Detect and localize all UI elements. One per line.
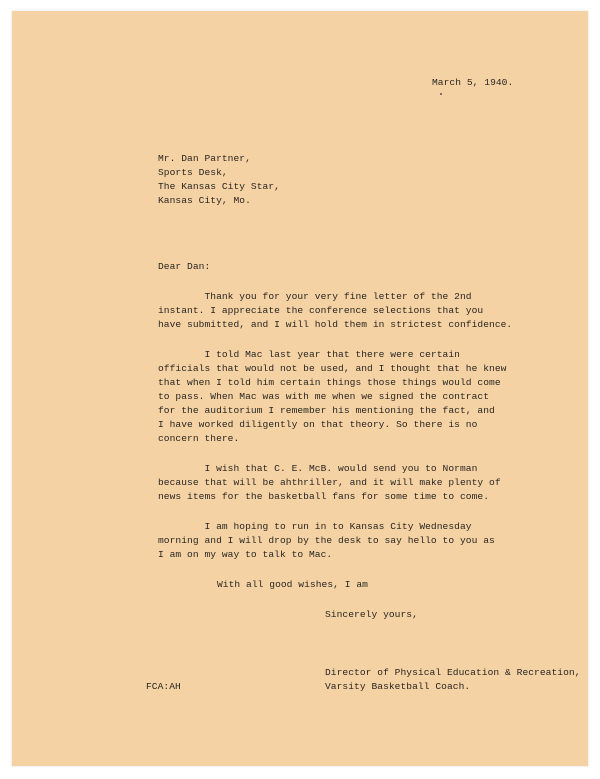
body-line: I told Mac last year that there were certain [158, 349, 460, 360]
body-line: because that will be ahthriller, and it will make plenty of [158, 477, 501, 488]
body-line: Thank you for your very fine letter of the 2nd [158, 291, 472, 302]
body-line: that when I told him certain things those things would come [158, 377, 501, 388]
recipient-line: The Kansas City Star, [158, 181, 280, 192]
body-line: to pass. When Mac was with me when we signed the contract [158, 391, 490, 402]
body-line: concern there. [158, 433, 240, 444]
typist-initials: FCA:AH [146, 681, 181, 692]
salutation: Dear Dan: [158, 261, 211, 272]
signer-title: Director of Physical Education & Recreation, [325, 667, 581, 678]
closing-line: With all good wishes, I am [217, 579, 368, 590]
sign-off: Sincerely yours, [325, 609, 418, 620]
signer-title: Varsity Basketball Coach. [325, 681, 471, 692]
body-line: officials that would not be used, and I thought that he knew [158, 363, 507, 374]
body-line: I wish that C. E. McB. would send you to Norman [158, 463, 478, 474]
body-line: instant. I appreciate the conference selections that you [158, 305, 484, 316]
recipient-line: Kansas City, Mo. [158, 195, 251, 206]
ink-dot [440, 93, 442, 95]
body-line: news items for the basketball fans for some time to come. [158, 491, 490, 502]
body-line: morning and I will drop by the desk to say hello to you as [158, 535, 495, 546]
recipient-line: Sports Desk, [158, 167, 228, 178]
body-line: for the auditorium I remember his mentioning the fact, and [158, 405, 495, 416]
letter-page [12, 11, 588, 766]
recipient-line: Mr. Dan Partner, [158, 153, 251, 164]
letter-date: March 5, 1940. [432, 77, 514, 88]
body-line: I am hoping to run in to Kansas City Wednesday [158, 521, 472, 532]
body-line: have submitted, and I will hold them in strictest confidence. [158, 319, 513, 330]
body-line: I have worked diligently on that theory. So there is no [158, 419, 478, 430]
body-line: I am on my way to talk to Mac. [158, 549, 333, 560]
